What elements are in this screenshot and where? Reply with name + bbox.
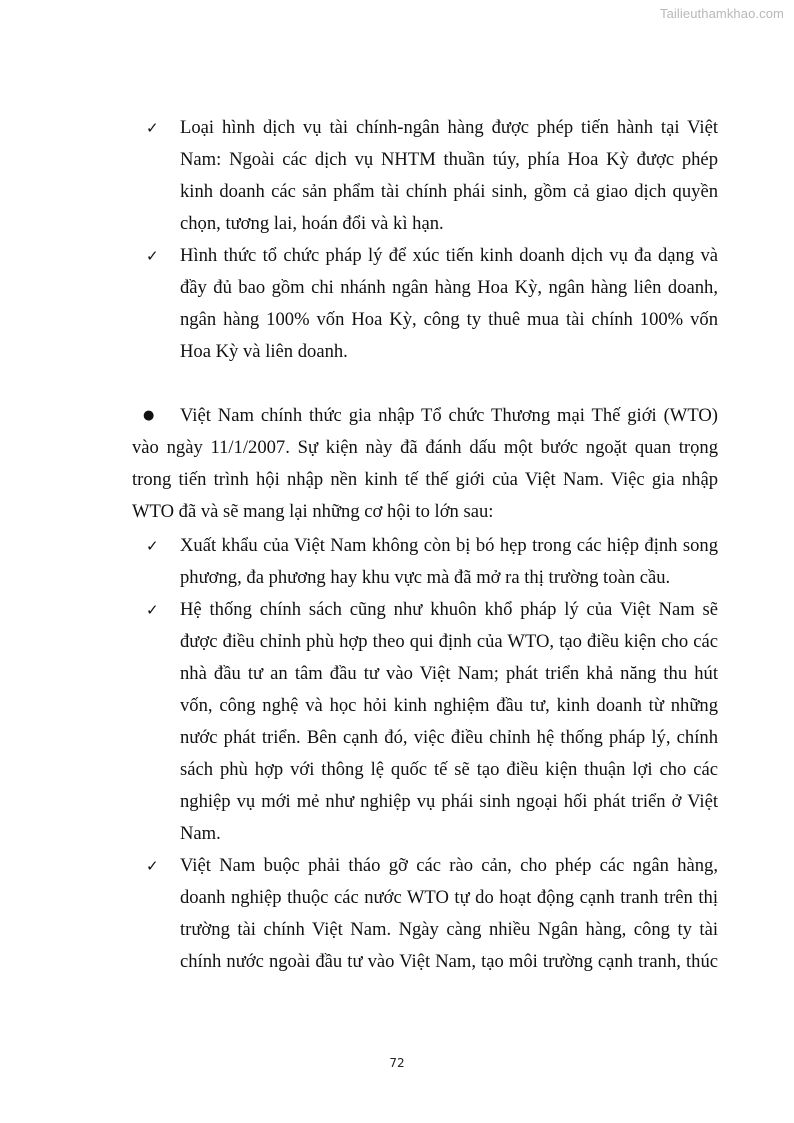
checkmark-icon: ✓ [146, 537, 159, 555]
paragraph-line: Việt Nam chính thức gia nhập Tổ chức Thương mại Thế giới (WTO) [180, 405, 718, 426]
watermark: Tailieuthamkhao.com [659, 6, 784, 21]
paragraph-line: trong tiến trình hội nhập nền kinh tế thế giới của Việt Nam. Việc gia nhập [132, 469, 718, 490]
paragraph-line: chính nước ngoài đầu tư vào Việt Nam, tạo môi trường cạnh tranh, thúc [180, 951, 718, 972]
paragraph-line: Hình thức tổ chức pháp lý để xúc tiến kinh doanh dịch vụ đa dạng và [180, 245, 718, 266]
paragraph-line: Việt Nam buộc phải tháo gỡ các rào cản, cho phép các ngân hàng, [180, 855, 718, 876]
paragraph-line: doanh nghiệp thuộc các nước WTO tự do hoạt động cạnh tranh trên thị [180, 887, 718, 908]
paragraph-line: Xuất khẩu của Việt Nam không còn bị bó hẹp trong các hiệp định song [180, 535, 718, 556]
bullet-icon: ● [143, 408, 155, 423]
page-number: 72 [389, 1056, 405, 1070]
paragraph-line: nước phát triển. Bên cạnh đó, việc điều chỉnh hệ thống pháp lý, chính [180, 727, 718, 748]
paragraph-line: Loại hình dịch vụ tài chính-ngân hàng được phép tiến hành tại Việt [180, 117, 718, 138]
paragraph-line: phương, đa phương hay khu vực mà đã mở ra thị trường toàn cầu. [180, 567, 671, 588]
paragraph-line: đầy đủ bao gồm chi nhánh ngân hàng Hoa Kỳ, ngân hàng liên doanh, [180, 277, 718, 298]
checkmark-icon: ✓ [146, 601, 159, 619]
paragraph-line: Nam. [180, 823, 221, 844]
paragraph-line: Nam: Ngoài các dịch vụ NHTM thuần túy, phía Hoa Kỳ được phép [180, 149, 718, 170]
paragraph-line: vào ngày 11/1/2007. Sự kiện này đã đánh dấu một bước ngoặt quan trọng [132, 437, 718, 458]
paragraph-line: nghiệp vụ mới mẻ như nghiệp vụ phái sinh ngoại hối phát triển ở Việt [180, 791, 718, 812]
checkmark-icon: ✓ [146, 857, 159, 875]
paragraph-line: nhà đầu tư an tâm đầu tư vào Việt Nam; phát triển khả năng thu hút [180, 663, 718, 684]
paragraph-line: vốn, công nghệ và học hỏi kinh nghiệm đầu tư, kinh doanh từ những [180, 695, 718, 716]
paragraph-line: Hoa Kỳ và liên doanh. [180, 341, 348, 362]
paragraph-line: kinh doanh các sản phẩm tài chính phái sinh, gồm cả giao dịch quyền [180, 181, 718, 202]
paragraph-line: được điều chỉnh phù hợp theo qui định của WTO, tạo điều kiện cho các [180, 631, 718, 652]
paragraph-line: Hệ thống chính sách cũng như khuôn khổ pháp lý của Việt Nam sẽ [180, 599, 718, 620]
paragraph-line: trường tài chính Việt Nam. Ngày càng nhiều Ngân hàng, công ty tài [180, 919, 718, 940]
paragraph-line: WTO đã và sẽ mang lại những cơ hội to lớn sau: [132, 501, 494, 522]
paragraph-line: sách phù hợp với thông lệ quốc tế sẽ tạo điều kiện thuận lợi cho các [180, 759, 718, 780]
paragraph-line: ngân hàng 100% vốn Hoa Kỳ, công ty thuê mua tài chính 100% vốn [180, 309, 718, 330]
checkmark-icon: ✓ [146, 247, 159, 265]
paragraph-line: chọn, tương lai, hoán đổi và kì hạn. [180, 213, 444, 234]
checkmark-icon: ✓ [146, 119, 159, 137]
